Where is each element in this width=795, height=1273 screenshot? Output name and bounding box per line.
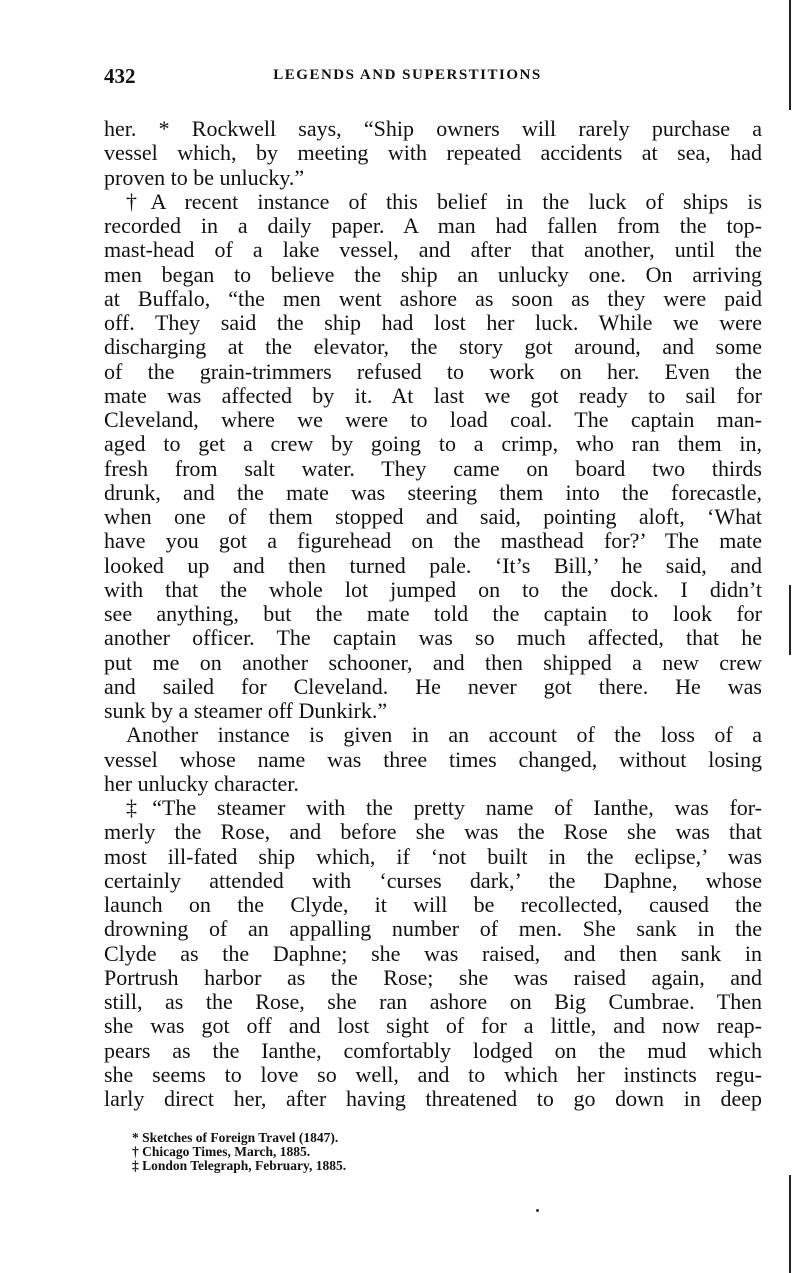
text-line: and sailed for Cleveland. He never got there. He was	[104, 674, 762, 699]
text-line: her unlucky character.	[104, 771, 299, 796]
footnote: * Sketches of Foreign Travel (1847).	[132, 1130, 339, 1145]
footnote: † Chicago Times, March, 1885.	[132, 1144, 311, 1159]
text-line: she was got off and lost sight of for a little, and now reap-	[104, 1014, 762, 1039]
text-line: put me on another schooner, and then shipped a new crew	[104, 650, 762, 675]
text-line: have you got a figurehead on the masthead for?’ The mate	[104, 529, 762, 554]
text-line: merly the Rose, and before she was the Rose she was that	[104, 820, 762, 845]
text-line: discharging at the elevator, the story got around, and some	[104, 335, 762, 360]
text-line: larly direct her, after having threatened to go down in deep	[104, 1087, 762, 1111]
text-line: aged to get a crew by going to a crimp, who ran them in,	[104, 432, 762, 457]
text-line: proven to be unlucky.”	[104, 165, 305, 190]
body-text	[104, 117, 762, 1111]
text-line: at Buffalo, “the men went ashore as soon as they were paid	[104, 286, 762, 311]
page-number: 432	[104, 64, 136, 88]
text-line: mate was affected by it. At last we got ready to sail for	[104, 383, 762, 408]
text-line: drowning of an appalling number of men. She sank in the	[104, 917, 762, 942]
text-line: see anything, but the mate told the captain to look for	[104, 602, 762, 626]
text-line: Another instance is given in an account of the loss of a	[126, 723, 762, 748]
text-line: when one of them stopped and said, pointing aloft, ‘What	[104, 505, 762, 529]
scan-edge	[789, 1175, 791, 1273]
scan-speck	[536, 1209, 539, 1212]
text-line: Cleveland, where we were to load coal. The captain man-	[104, 408, 762, 432]
text-line: most ill-fated ship which, if ‘not built in the eclipse,’ was	[104, 844, 762, 869]
text-line: vessel whose name was three times changed, without losing	[104, 747, 762, 772]
scan-edge	[789, 585, 791, 655]
text-line: she seems to love so well, and to which her instincts regu-	[104, 1062, 762, 1087]
text-line: sunk by a steamer off Dunkirk.”	[104, 699, 388, 723]
text-line: Clyde as the Daphne; she was raised, and then sank in	[104, 941, 762, 966]
text-line: with that the whole lot jumped on to the dock. I didn’t	[104, 577, 762, 602]
text-line: ‡“The steamer with the pretty name of Ianthe, was for-	[126, 796, 762, 820]
text-line: launch on the Clyde, it will be recollected, caused the	[104, 893, 762, 917]
text-line: another officer. The captain was so much affected, that he	[104, 626, 762, 651]
text-line: men began to believe the ship an unlucky one. On arriving	[104, 262, 762, 287]
running-head: LEGENDS AND SUPERSTITIONS	[273, 67, 542, 83]
text-line: fresh from salt water. They came on board two thirds	[104, 456, 762, 481]
footnotes	[132, 1131, 346, 1173]
text-line: drunk, and the mate was steering them into the forecastle,	[104, 480, 762, 505]
text-line: looked up and then turned pale. ‘It’s Bill,’ he said, and	[104, 553, 762, 578]
text-line: of the grain-trimmers refused to work on her. Even the	[104, 359, 762, 384]
text-line: †A recent instance of this belief in the luck of ships is	[126, 189, 762, 214]
footnote: ‡ London Telegraph, February, 1885.	[132, 1158, 347, 1173]
text-line: still, as the Rose, she ran ashore on Big Cumbrae. Then	[104, 990, 762, 1014]
text-line: Portrush harbor as the Rose; she was raised again, and	[104, 965, 762, 990]
text-line: her. * Rockwell says, “Ship owners will rarely purchase a	[104, 117, 762, 141]
text-line: recorded in a daily paper. A man had fallen from the top-	[104, 214, 762, 238]
text-line: vessel which, by meeting with repeated accidents at sea, had	[104, 141, 762, 166]
text-line: pears as the Ianthe, comfortably lodged on the mud which	[104, 1038, 762, 1063]
scan-edge	[789, 0, 791, 110]
text-line: off. They said the ship had lost her luck. While we were	[104, 311, 762, 335]
text-line: certainly attended with ‘curses dark,’ the Daphne, whose	[104, 868, 762, 893]
text-line: mast-head of a lake vessel, and after that another, until the	[104, 238, 762, 263]
